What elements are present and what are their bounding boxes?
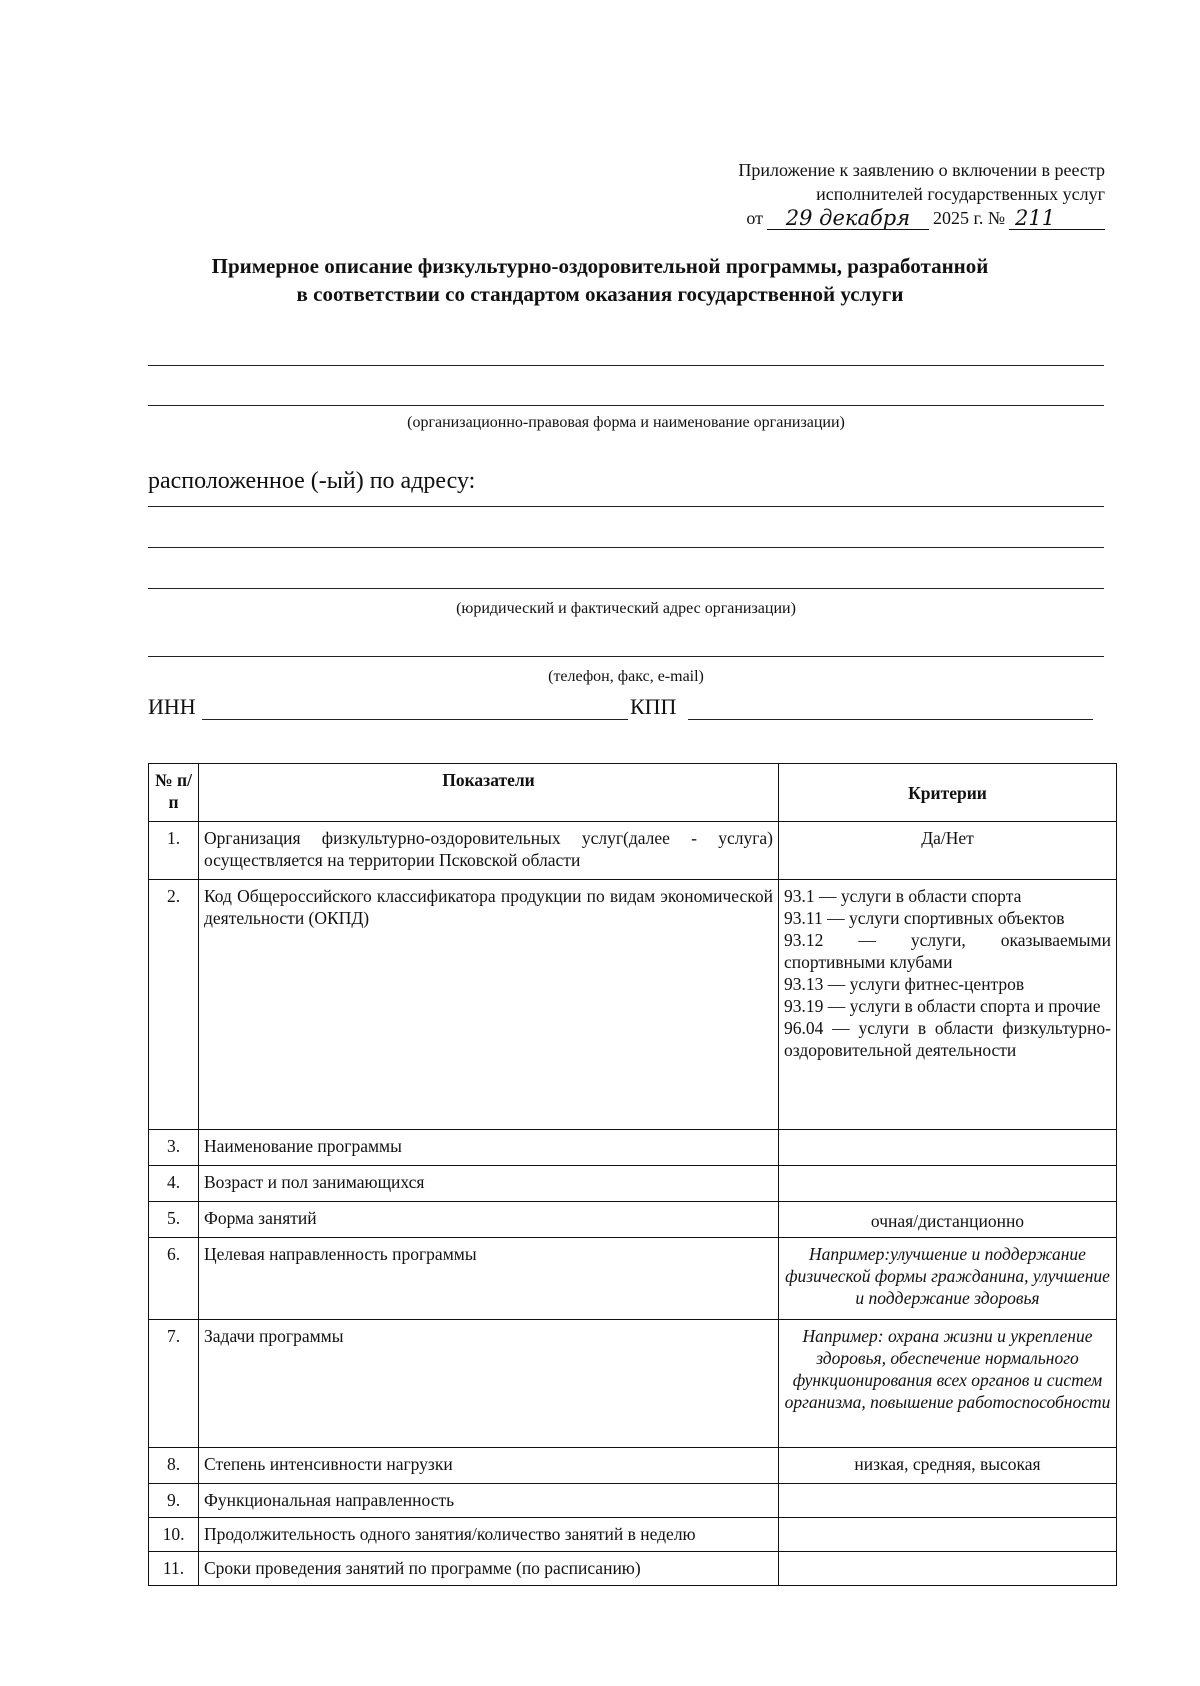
inn-label: ИНН — [148, 694, 196, 719]
okpd-code-item: 93.13 — услуги фитнес-центров — [784, 974, 1025, 994]
okpd-code-item: 93.11 — услуги спортивных объектов — [784, 908, 1065, 928]
table-row — [149, 880, 1117, 1130]
table-row — [149, 1484, 1117, 1518]
row-indicator: Продолжительность одного занятия/количество занятий в неделю — [199, 1518, 779, 1552]
okpd-code-item: 96.04 — услуги в области физкультурно-оздоровительной деятельности — [784, 1018, 1111, 1060]
table-row — [149, 1238, 1117, 1320]
row-indicator: Функциональная направленность — [199, 1484, 779, 1518]
row-criteria — [779, 1552, 1117, 1586]
row-indicator: Возраст и пол занимающихся — [199, 1166, 779, 1202]
header-criteria: Критерии — [779, 764, 1117, 822]
row-criteria: очная/дистанционно — [779, 1202, 1117, 1238]
row-criteria: Да/Нет — [779, 822, 1117, 880]
contacts-caption: (телефон, факс, e-mail) — [548, 668, 704, 685]
table-row — [149, 1518, 1117, 1552]
row-num: 6. — [149, 1238, 199, 1320]
table-row — [149, 822, 1117, 880]
okpd-codes-cell — [779, 880, 1117, 1130]
address-line-1 — [148, 506, 1104, 507]
row-indicator: Наименование программы — [199, 1130, 779, 1166]
row-indicator: Форма занятий — [199, 1202, 779, 1238]
handwritten-number: 211 — [1009, 207, 1105, 230]
from-prefix: от — [746, 208, 763, 228]
row-indicator: Задачи программы — [199, 1320, 779, 1448]
table-row — [149, 1202, 1117, 1238]
org-name-line-2 — [148, 405, 1104, 406]
title-line-1: Примерное описание физкультурно-оздоровительной программы, разработанной — [211, 254, 989, 278]
appendix-date-line — [625, 206, 1105, 230]
appendix-line-1: Приложение к заявлению о включении в реестр — [738, 160, 1105, 180]
appendix-line-2: исполнителей государственных услуг — [816, 184, 1105, 204]
row-num: 3. — [149, 1130, 199, 1166]
row-indicator: Код Общероссийского классификатора продукции по видам экономической деятельности (ОКПД) — [199, 880, 779, 1130]
row-criteria — [779, 1130, 1117, 1166]
row-indicator: Степень интенсивности нагрузки — [199, 1448, 779, 1484]
table-row — [149, 1166, 1117, 1202]
row-num: 5. — [149, 1202, 199, 1238]
title-line-2: в соответствии со стандартом оказания государственной услуги — [296, 282, 904, 306]
kpp-label: КПП — [630, 694, 677, 719]
org-name-line-1 — [148, 365, 1104, 366]
row-indicator: Целевая направленность программы — [199, 1238, 779, 1320]
row-num: 9. — [149, 1484, 199, 1518]
table-row — [149, 1448, 1117, 1484]
row-indicator: Сроки проведения занятий по программе (по расписанию) — [199, 1552, 779, 1586]
row-num: 8. — [149, 1448, 199, 1484]
address-line-3 — [148, 588, 1104, 589]
table-row — [149, 1320, 1117, 1448]
row-criteria: низкая, средняя, высокая — [779, 1448, 1117, 1484]
org-caption: (организационно-правовая форма и наименование организации) — [407, 414, 845, 431]
address-line-2 — [148, 547, 1104, 548]
appendix-header — [625, 158, 1105, 230]
row-num: 10. — [149, 1518, 199, 1552]
inn-kpp-row — [148, 694, 1098, 724]
inn-fill-line — [202, 719, 628, 720]
okpd-code-item: 93.12 — услуги, оказываемыми спортивными клубами — [784, 930, 1111, 972]
okpd-code-item: 93.1 — услуги в области спорта — [784, 886, 1022, 906]
address-label: расположенное (-ый) по адресу: — [148, 468, 476, 494]
year-number-label: 2025 г. № — [932, 208, 1005, 228]
row-criteria — [779, 1484, 1117, 1518]
address-caption: (юридический и фактический адрес организации) — [456, 600, 796, 617]
okpd-code-item: 93.19 — услуги в области спорта и прочие — [784, 996, 1101, 1016]
row-num: 2. — [149, 880, 199, 1130]
program-table — [148, 763, 1117, 1586]
table-header-row — [149, 764, 1117, 822]
handwritten-date: 29 декабря — [767, 207, 929, 230]
row-num: 4. — [149, 1166, 199, 1202]
row-num: 7. — [149, 1320, 199, 1448]
document-title — [130, 252, 1070, 308]
row-criteria: Например:улучшение и поддержание физической формы гражданина, улучшение и поддержание здоровья — [779, 1238, 1117, 1320]
table-row — [149, 1130, 1117, 1166]
header-num: № п/п — [149, 764, 199, 822]
row-criteria — [779, 1518, 1117, 1552]
kpp-fill-line — [688, 719, 1093, 720]
row-criteria: Например: охрана жизни и укрепление здоровья, обеспечение нормального функционирования всех органов и систем организма, повышение работоспособности — [779, 1320, 1117, 1448]
contacts-line — [148, 656, 1104, 657]
row-num: 1. — [149, 822, 199, 880]
row-num: 11. — [149, 1552, 199, 1586]
row-indicator: Организация физкультурно-оздоровительных услуг(далее - услуга) осуществляется на территории Псковской области — [199, 822, 779, 880]
header-indicator: Показатели — [199, 764, 779, 822]
row-criteria — [779, 1166, 1117, 1202]
table-row — [149, 1552, 1117, 1586]
